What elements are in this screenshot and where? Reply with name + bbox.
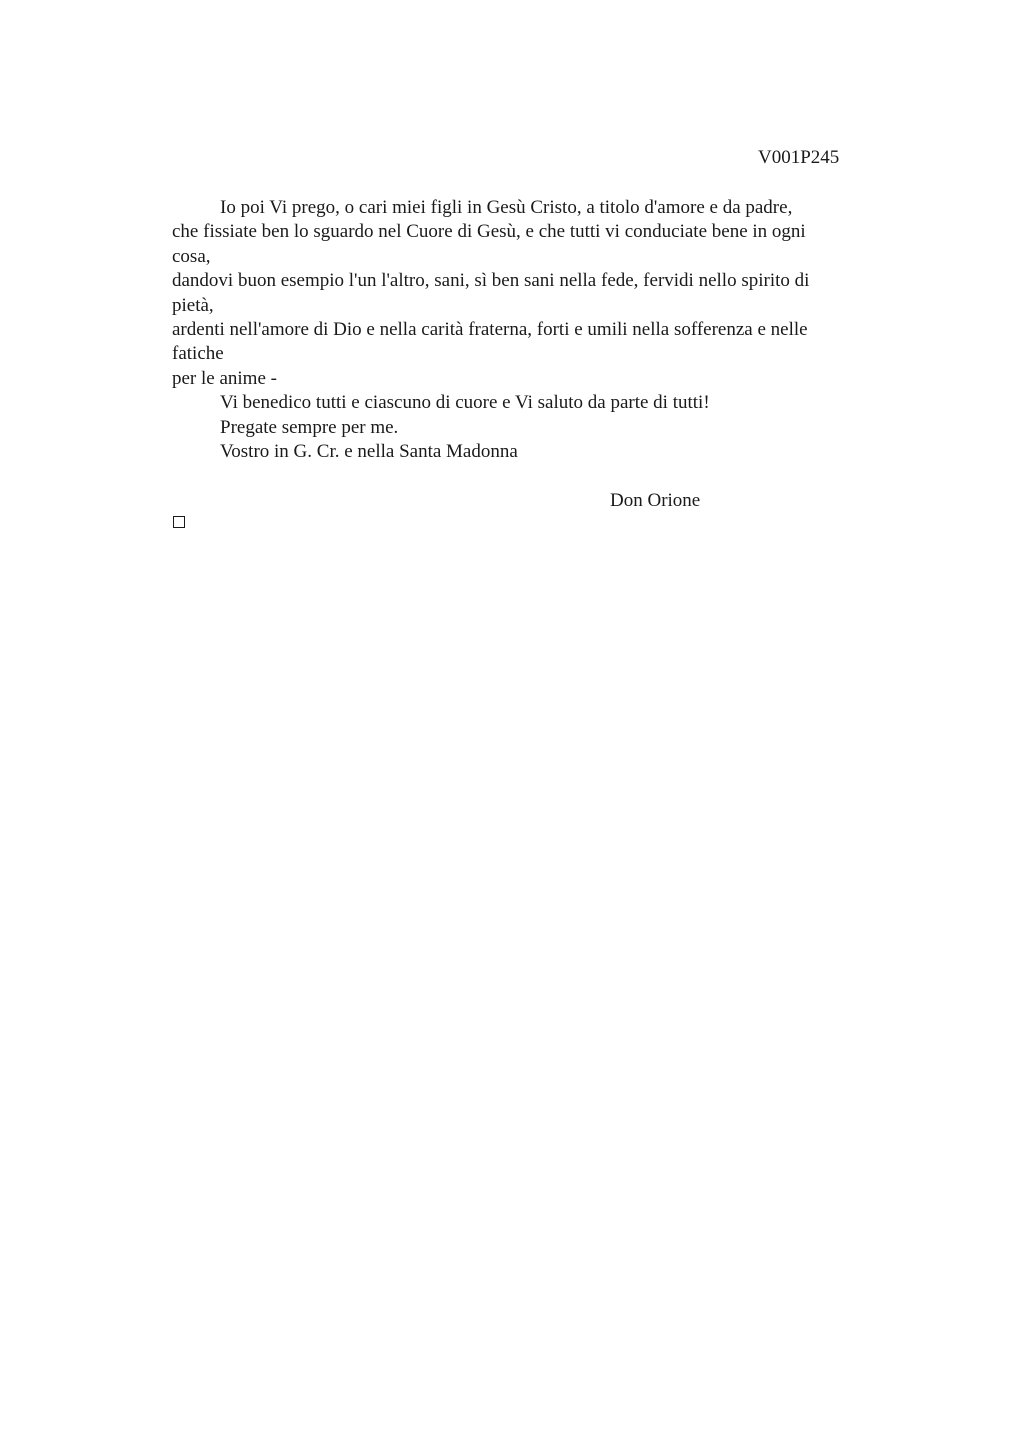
page-code: V001P245	[758, 147, 840, 168]
text-line: Io poi Vi prego, o cari miei figli in Gesù Cristo, a titolo d'amore e da padre,	[220, 197, 793, 218]
text-line: dandovi buon esempio l'un l'altro, sani, sì ben sani nella fede, fervidi nello spirito di	[172, 270, 810, 292]
text-line: ardenti nell'amore di Dio e nella carità fraterna, forti e umili nella sofferenza e nelle	[172, 319, 808, 341]
signature: Don Orione	[610, 490, 701, 511]
text-line: pietà,	[172, 294, 214, 316]
letter-body	[172, 196, 872, 464]
text-line: Vi benedico tutti e ciascuno di cuore e Vi saluto da parte di tutti!	[220, 392, 710, 414]
text-line: cosa,	[172, 245, 211, 267]
text-line: che fissiate ben lo sguardo nel Cuore di Gesù, e che tutti vi conduciate bene in ogni	[172, 221, 806, 243]
text-line: Pregate sempre per me.	[220, 416, 399, 438]
text-line: Vostro in G. Cr. e nella Santa Madonna	[220, 441, 518, 463]
square-glyph-icon	[173, 516, 185, 528]
text-line: fatiche	[172, 343, 224, 365]
text-line: per le anime -	[172, 367, 277, 389]
